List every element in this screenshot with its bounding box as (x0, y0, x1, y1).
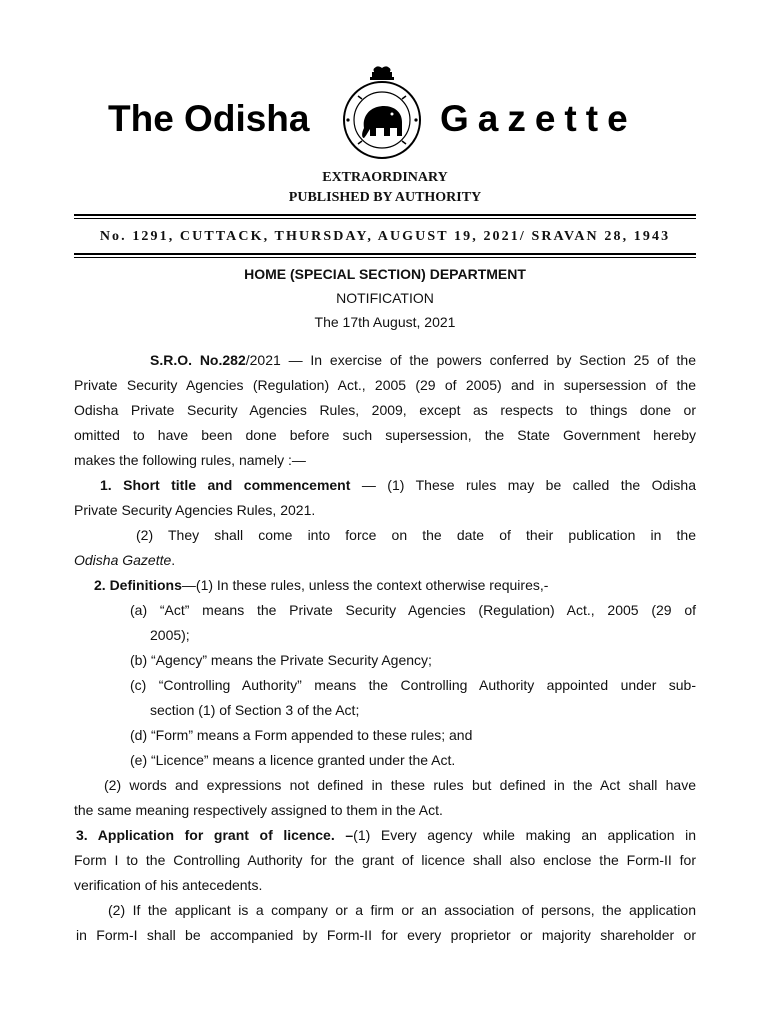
body-line: Odisha Private Security Agencies Rules, 2009, except as respects to things done or (74, 402, 696, 418)
published-by-authority-label: PUBLISHED BY AUTHORITY (288, 190, 482, 205)
body-line: (c) “Controlling Authority” means the Controlling Authority appointed under sub- (130, 677, 696, 693)
extraordinary-label: EXTRAORDINARY (322, 170, 448, 185)
body-line: Private Security Agencies Rules, 2021. (74, 502, 316, 518)
body-line: (2) They shall come into force on the date of their publication in the (136, 527, 696, 543)
body-line: (a) “Act” means the Private Security Agencies (Regulation) Act., 2005 (29 of (130, 602, 696, 618)
body-line: (2) If the applicant is a company or a firm or an association of persons, the application (108, 902, 696, 918)
body-line: Odisha Gazette. (74, 552, 176, 568)
body-line: (2) words and expressions not defined in these rules but defined in the Act shall have (104, 777, 696, 793)
body-line: makes the following rules, namely :— (74, 452, 306, 468)
body-line: (b) “Agency” means the Private Security Agency; (130, 652, 432, 668)
masthead-title-right: Gazette (440, 98, 637, 139)
header-rule-top (74, 214, 696, 216)
body-line: S.R.O. No.282/2021 — In exercise of the powers conferred by Section 25 of the (150, 352, 697, 368)
section-1-heading: 1. Short title and commencement (100, 477, 351, 493)
notification-body (74, 348, 696, 948)
header-rule-top-thin (74, 218, 696, 219)
body-line: the same meaning respectively assigned to them in the Act. (74, 802, 443, 818)
body-line: (e) “Licence” means a licence granted under the Act. (130, 752, 456, 768)
body-line: Private Security Agencies (Regulation) Act., 2005 (29 of 2005) and in supersession of the (74, 377, 696, 393)
body-line: Form I to the Controlling Authority for the grant of licence shall also enclose the Form-II for (74, 852, 696, 868)
header-rule-bottom (74, 253, 696, 255)
body-line: omitted to have been done before such supersession, the State Government hereby (74, 427, 696, 443)
notification-label: NOTIFICATION (336, 290, 434, 306)
department-title: HOME (SPECIAL SECTION) DEPARTMENT (244, 266, 526, 282)
section-3-heading: 3. Application for grant of licence. – (76, 827, 354, 843)
notification-date: The 17th August, 2021 (314, 314, 456, 330)
body-line: 2. Definitions—(1) In these rules, unless the context otherwise requires,- (94, 577, 549, 593)
sro-number: S.R.O. No.282 (150, 352, 246, 368)
masthead-title-left: The Odisha (108, 98, 310, 139)
body-line: 3. Application for grant of licence. –(1) Every agency while making an application in (76, 827, 696, 843)
body-line: section (1) of Section 3 of the Act; (150, 702, 360, 718)
body-line: verification of his antecedents. (74, 877, 263, 893)
state-emblem-icon (328, 66, 436, 166)
section-2-heading: 2. Definitions (94, 577, 182, 593)
header-rule-bottom-thin (74, 257, 696, 258)
body-line: 1. Short title and commencement — (1) These rules may be called the Odisha (100, 477, 696, 493)
body-line: 2005); (150, 627, 190, 643)
gazette-masthead (0, 66, 770, 166)
issue-line: No. 1291, CUTTACK, THURSDAY, AUGUST 19, 2021/ SRAVAN 28, 1943 (99, 229, 671, 244)
body-line: in Form-I shall be accompanied by Form-II for every proprietor or majority shareholder or (76, 927, 696, 943)
body-line: (d) “Form” means a Form appended to these rules; and (130, 727, 473, 743)
gazette-name: Odisha Gazette (74, 552, 172, 568)
